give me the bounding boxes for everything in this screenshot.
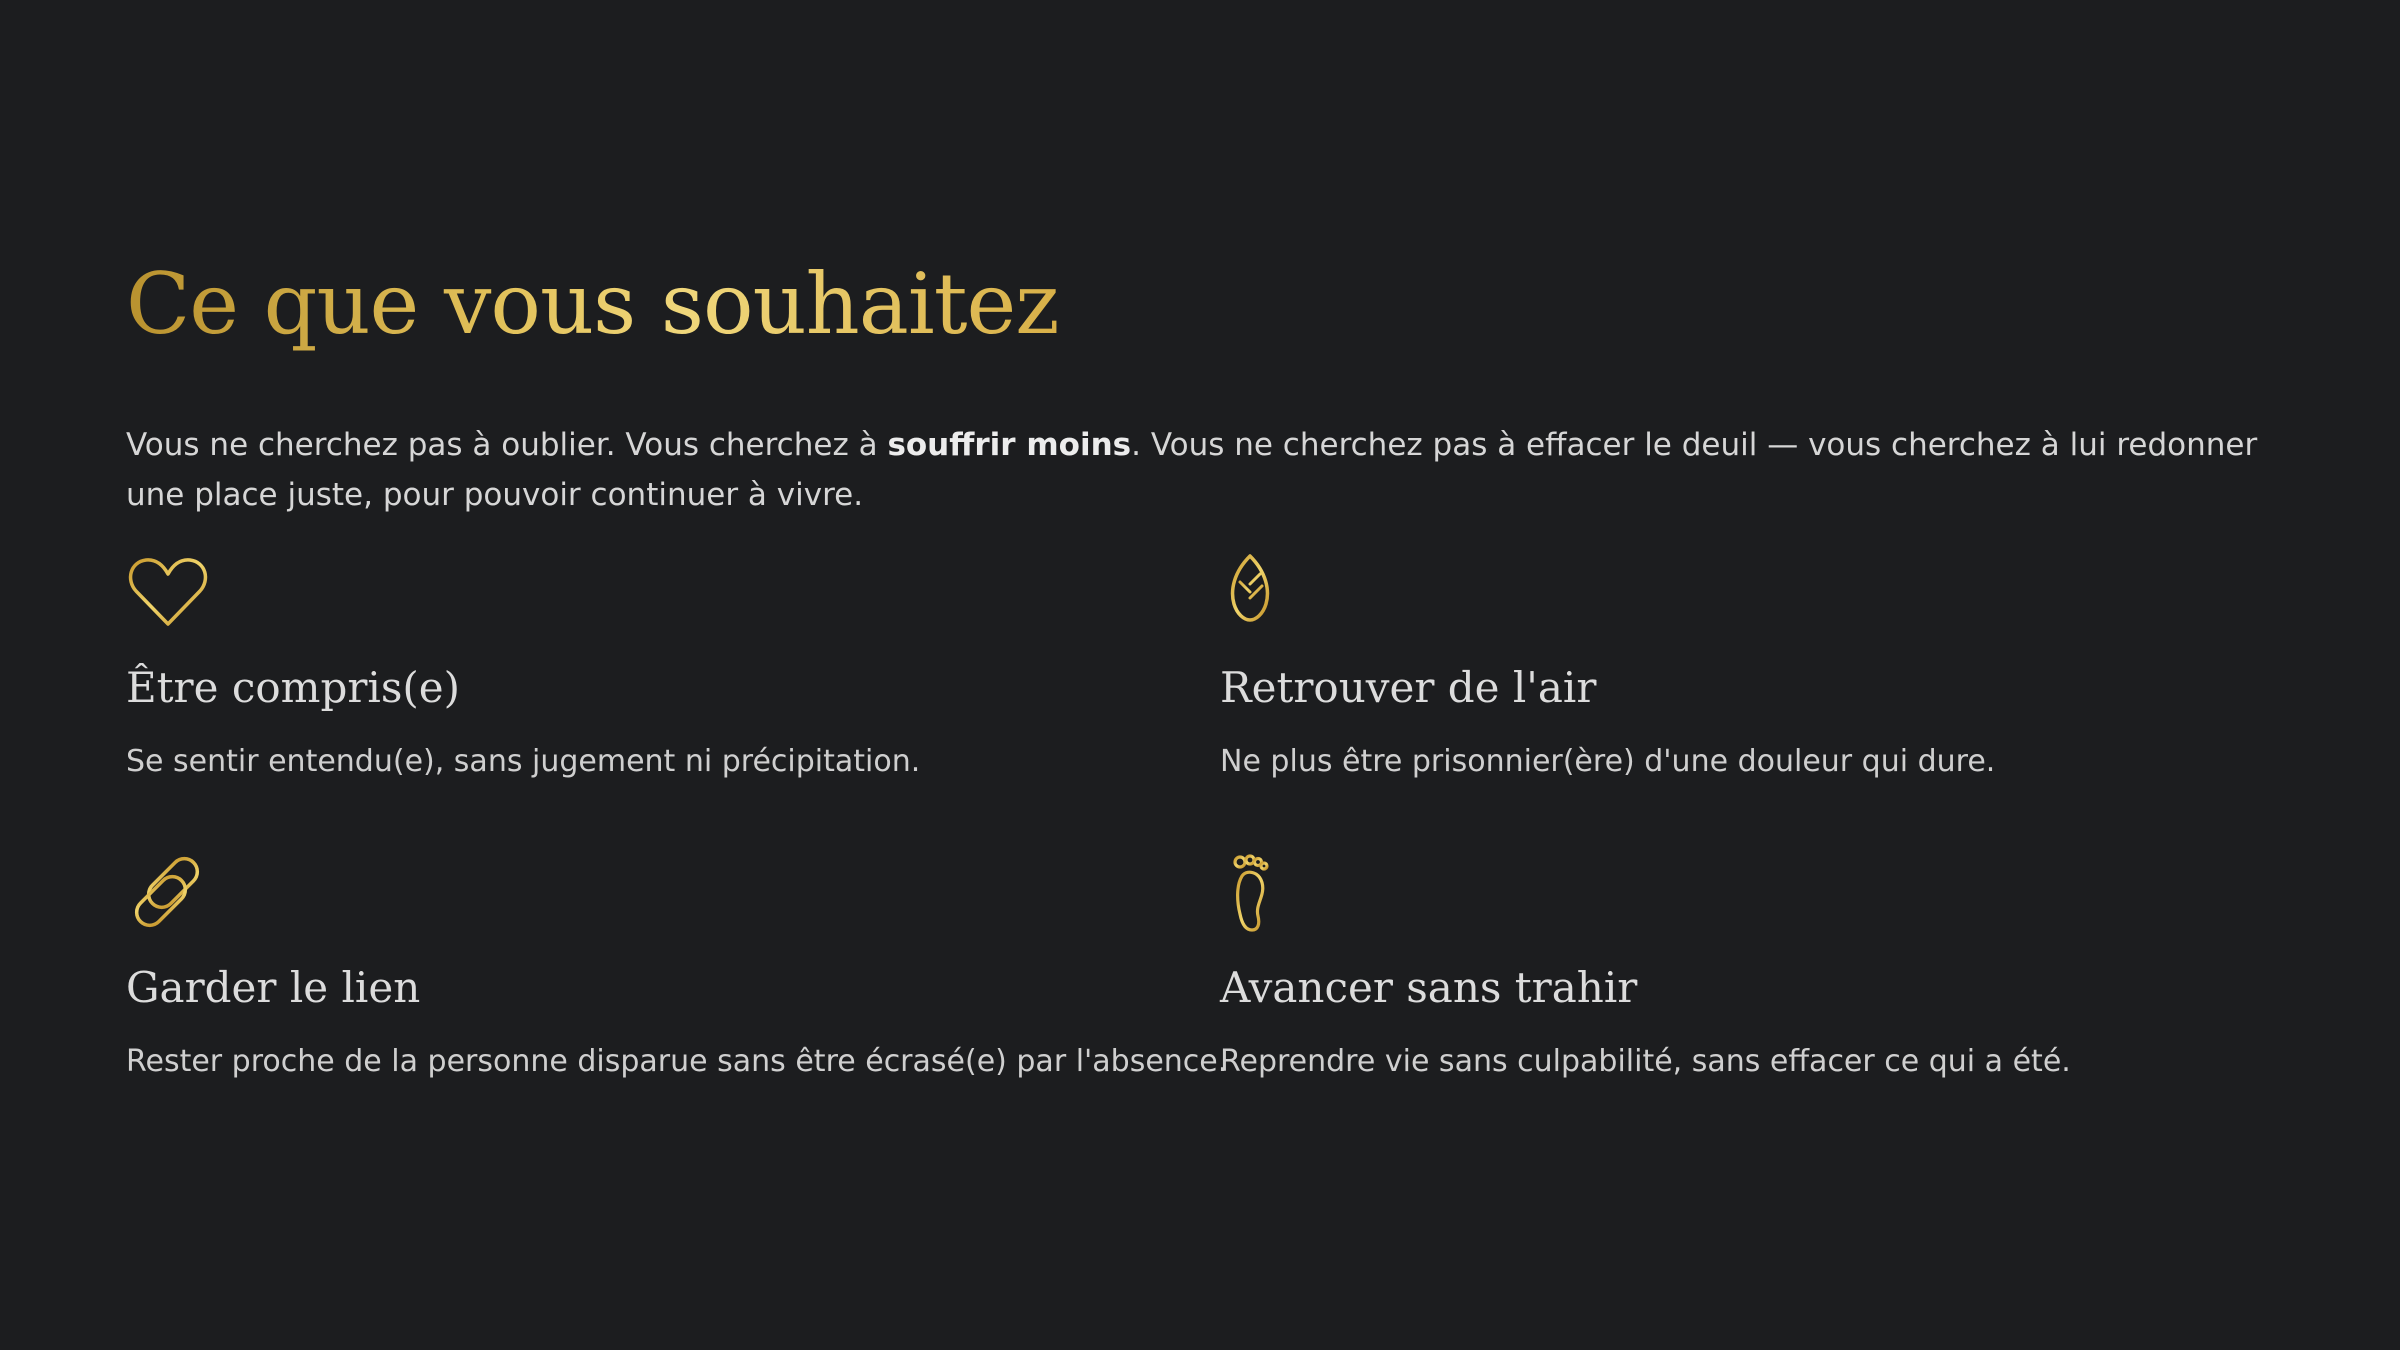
intro-text-part2: . Vous ne cherchez pas à effacer le deuil — vous cherchez à lui redonner une place juste, pour pouvoir continuer à vivre. bbox=[126, 427, 2258, 513]
feature-description: Ne plus être prisonnier(ère) d'une douleur qui dure. bbox=[1220, 744, 1996, 779]
footprint-icon bbox=[1220, 850, 1304, 934]
feature-title: Être compris(e) bbox=[126, 663, 461, 712]
feature-title: Avancer sans trahir bbox=[1220, 963, 1638, 1012]
feature-description: Rester proche de la personne disparue sans être écrasé(e) par l'absence. bbox=[126, 1044, 1228, 1079]
feature-description: Se sentir entendu(e), sans jugement ni précipitation. bbox=[126, 744, 921, 779]
intro-text-part1: Vous ne cherchez pas à oublier. Vous cherchez à bbox=[126, 427, 888, 463]
feature-title: Garder le lien bbox=[126, 963, 421, 1012]
slide bbox=[126, 0, 2286, 1350]
feature-title: Retrouver de l'air bbox=[1220, 663, 1597, 712]
intro-emphasis: souffrir moins bbox=[887, 427, 1132, 463]
heart-icon bbox=[126, 550, 210, 634]
intro-paragraph bbox=[126, 420, 2266, 520]
page-title: Ce que vous souhaitez bbox=[126, 244, 1058, 364]
link-icon bbox=[126, 850, 210, 934]
feature-description: Reprendre vie sans culpabilité, sans effacer ce qui a été. bbox=[1220, 1044, 2071, 1079]
leaf-icon bbox=[1220, 550, 1304, 634]
